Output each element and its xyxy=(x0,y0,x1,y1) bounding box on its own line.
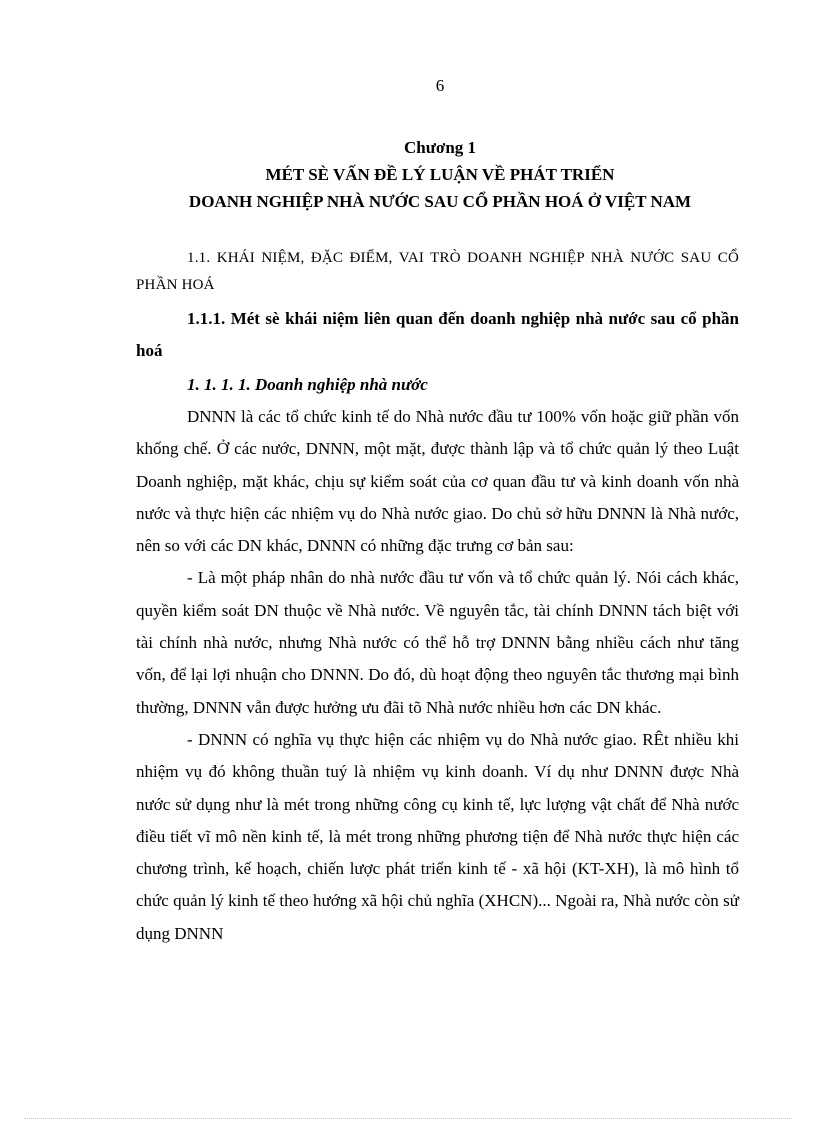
chapter-label: Chương 1 xyxy=(403,138,477,157)
body-paragraph-3: - DNNN có nghĩa vụ thực hiện các nhiệm vụ do Nhà nước giao. RÊt nhiều khi nhiệm vụ đó không thuần tuý là nhiệm vụ kinh doanh. Ví dụ như DNNN được Nhà nước sử dụng như là mét trong những công cụ kinh tế, lực lượng vật chất để Nhà nước điều tiết vĩ mô nền kinh tế, là mét trong những phương tiện để Nhà nước thực hiện các chương trình, kế hoạch, chiến lược phát triển kinh tế - xã hội (KT-XH), là mô hình tổ chức quản lý kinh tế theo hướng xã hội chủ nghĩa (XHCN)... Ngoài ra, Nhà nước còn sử dụng DNNN xyxy=(136,729,739,943)
body-paragraph-2: - Là một pháp nhân do nhà nước đầu tư vốn và tổ chức quản lý. Nói cách khác, quyền kiểm soát DN thuộc về Nhà nước. Về nguyên tắc, tài chính DNNN tách biệt với tài chính nhà nước, nhưng Nhà nước có thể hỗ trợ DNNN bằng nhiều cách như tăng vốn, để lại lợi nhuận cho DNNN. Do đó, dù hoạt động theo nguyên tắc thương mại bình thường, DNNN vẫn được hưởng ưu đãi tõ Nhà nước nhiều hơn các DN khác. xyxy=(136,568,739,717)
document-body xyxy=(136,245,739,950)
subsubsection-heading: 1. 1. 1. 1. Doanh nghiệp nhà nước xyxy=(187,375,428,394)
chapter-heading xyxy=(136,134,744,215)
body-paragraph-1: DNNN là các tổ chức kinh tế do Nhà nước đầu tư 100% vốn hoặc giữ phần vốn khống chế. Ở các nước, DNNN, một mặt, được thành lập và tổ chức quản lý theo Luật Doanh nghiệp, mặt khác, chịu sự kiểm soát của cơ quan đầu tư và kinh doanh vốn nhà nước và thực hiện các nhiệm vụ do Nhà nước giao. Do chủ sở hữu DNNN là Nhà nước, nên so với các DN khác, DNNN có những đặc trưng cơ bản sau: xyxy=(136,407,739,556)
page-number: 6 xyxy=(435,76,445,95)
page-bottom-divider xyxy=(24,1118,792,1119)
subsection-heading: 1.1.1. Mét sè khái niệm liên quan đến doanh nghiệp nhà nước sau cổ phần hoá xyxy=(136,309,739,360)
chapter-title-line-2: DOANH NGHIỆP NHÀ NƯỚC SAU CỔ PHẦN HOÁ Ở VIỆT NAM xyxy=(188,192,692,211)
chapter-title-line-1: MÉT SÈ VẤN ĐỀ LÝ LUẬN VỀ PHÁT TRIỂN xyxy=(265,165,615,184)
section-heading: 1.1. KHÁI NIỆM, ĐẶC ĐIỂM, VAI TRÒ DOANH NGHIỆP NHÀ NƯỚC SAU CỔ PHẦN HOÁ xyxy=(136,250,739,293)
